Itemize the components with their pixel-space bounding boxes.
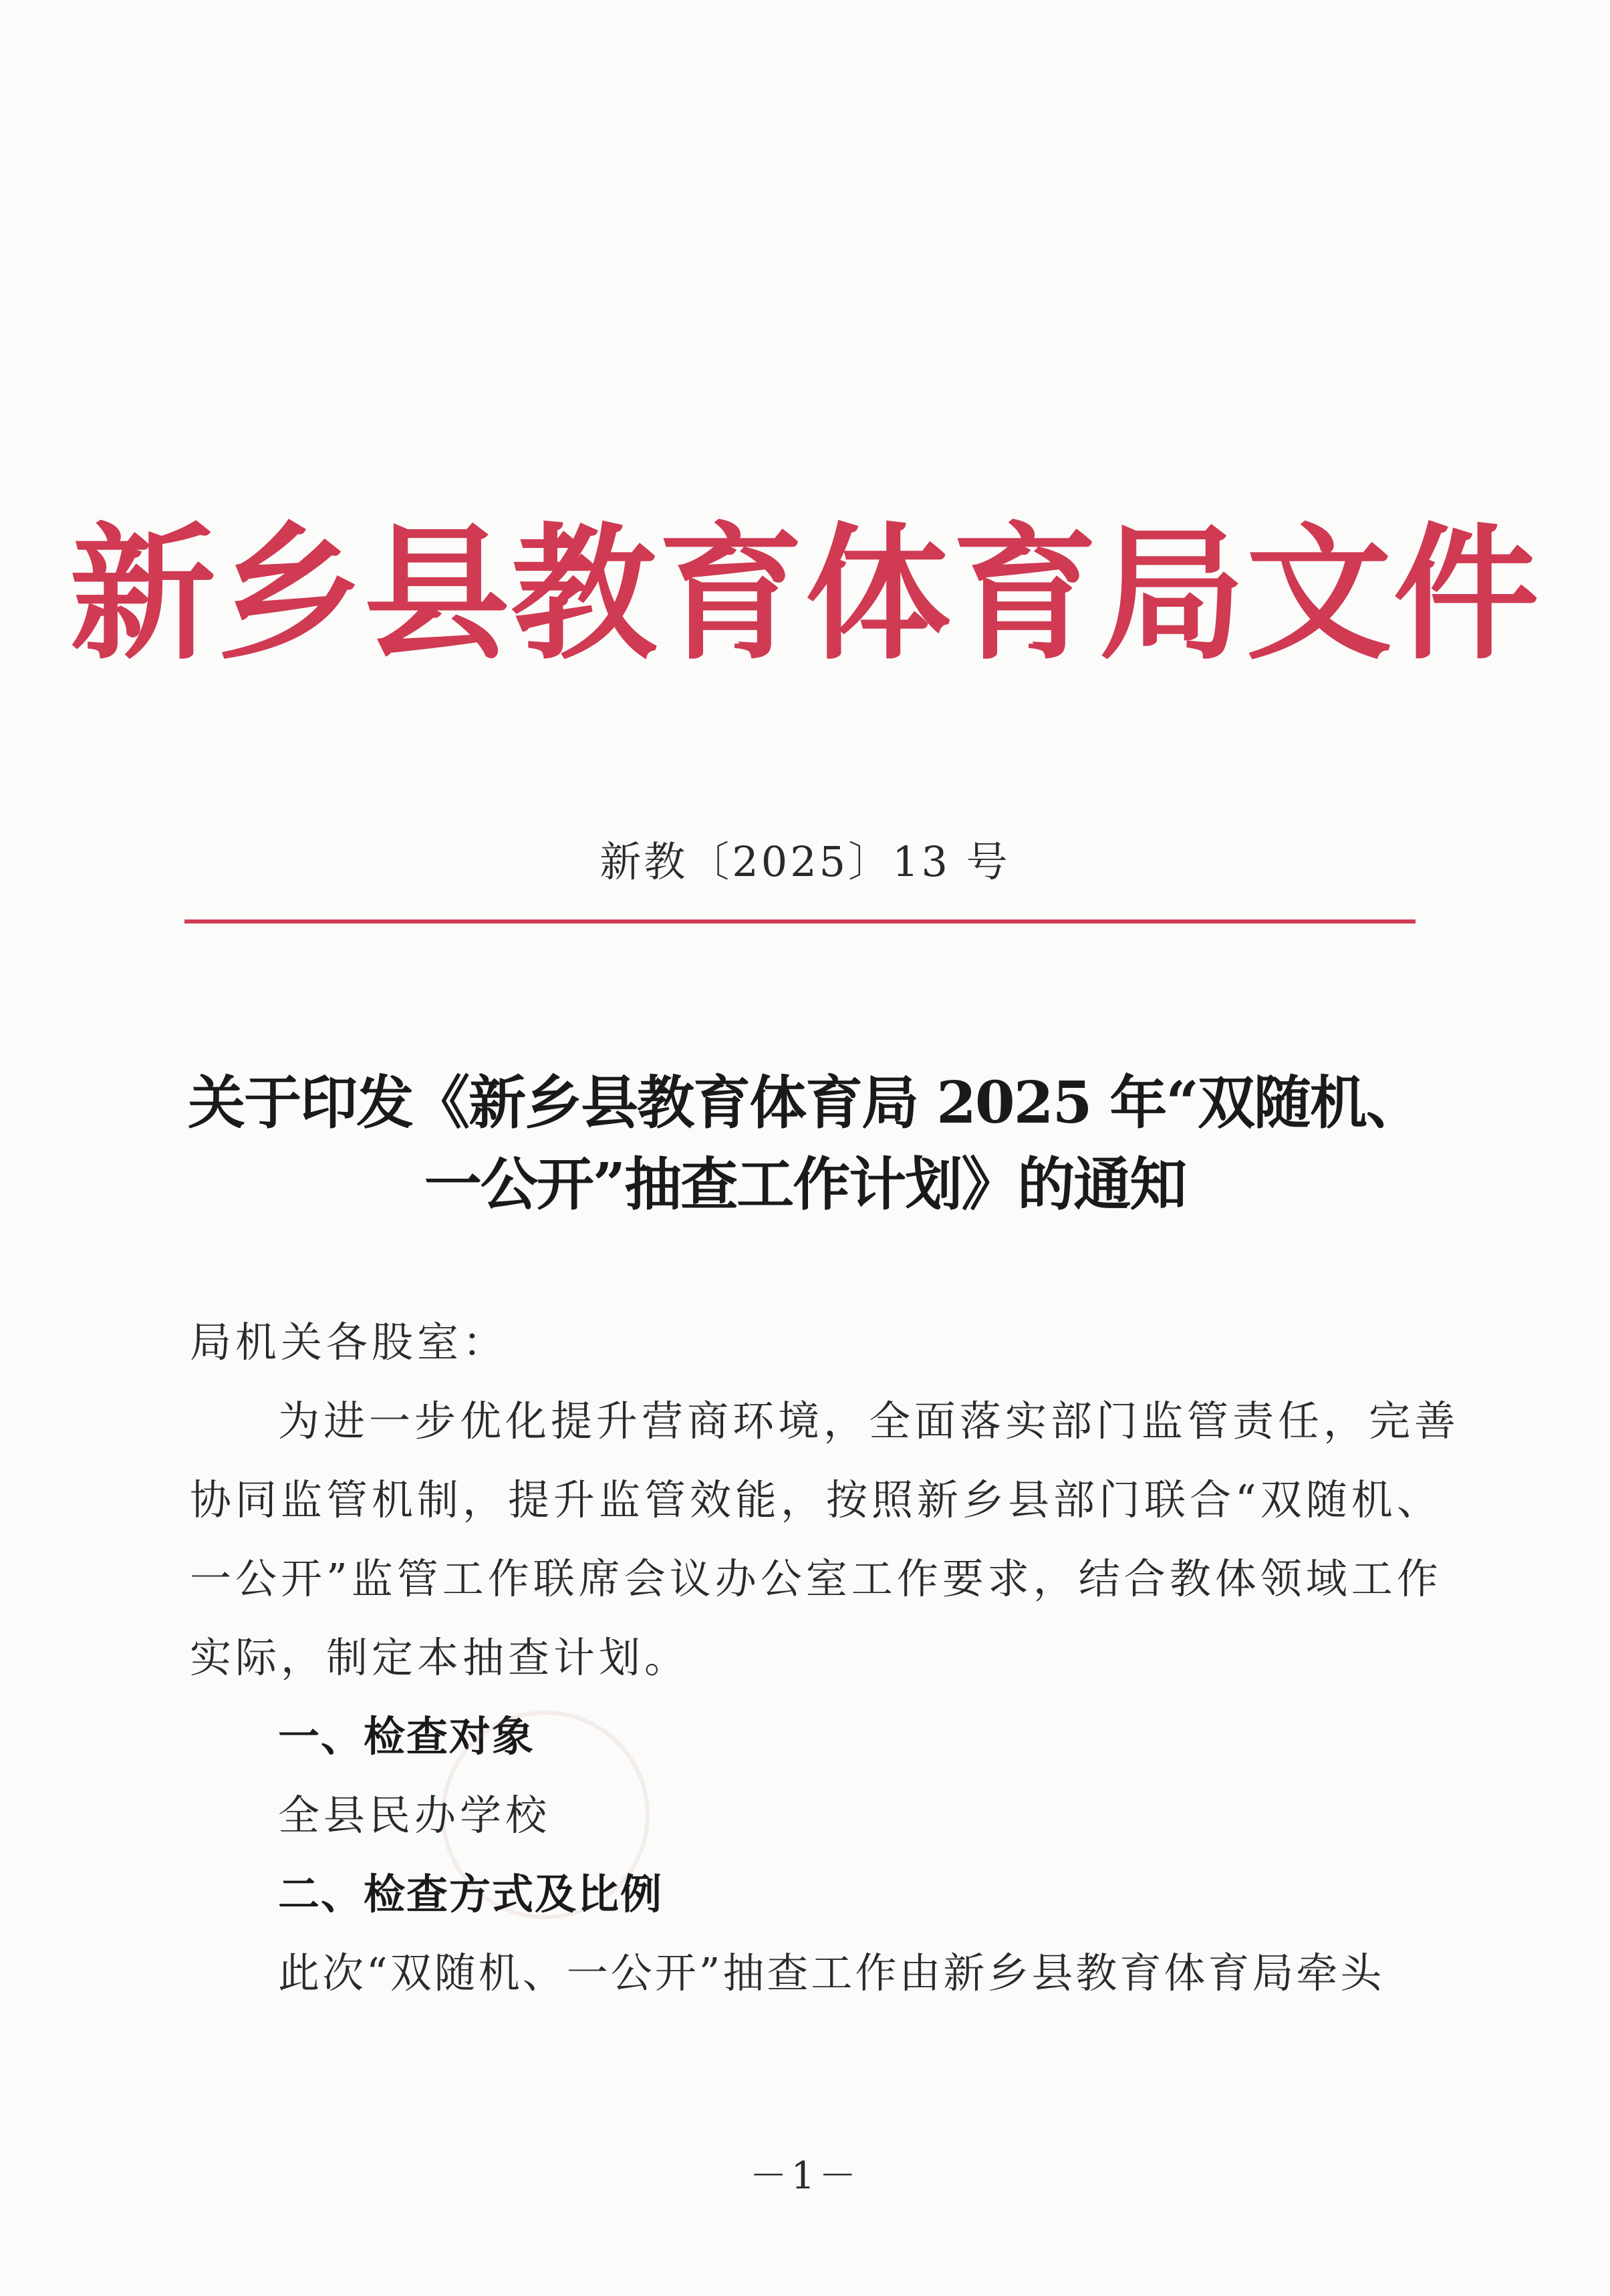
issuing-authority-header: 新乡县教育体育局文件: [70, 509, 1540, 680]
notice-title-line-2: 一公开”抽查工作计划》的通知: [424, 1151, 1186, 1218]
paragraph-1-line-3: 一公开”监管工作联席会议办公室工作要求，结合教体领域工作: [190, 1554, 1442, 1603]
section-2-text: 此次“双随机、一公开”抽查工作由新乡县教育体育局牵头: [278, 1949, 1385, 1997]
document-number: 新教〔2025〕13 号: [599, 837, 1011, 886]
paragraph-1: [190, 1382, 1460, 1697]
red-separator-line: [184, 919, 1416, 923]
section-1-text: 全县民办学校: [278, 1791, 551, 1840]
paragraph-1-line-4: 实际，制定本抽查计划。: [190, 1633, 690, 1682]
notice-title-line-1: 关于印发《新乡县教育体育局 2025 年“双随机、: [188, 1069, 1422, 1137]
salutation: 局机关各股室：: [190, 1318, 509, 1367]
paragraph-1-line-1: 为进一步优化提升营商环境，全面落实部门监管责任，完善: [278, 1397, 1460, 1445]
section-2-heading: 二、检查方式及比例: [278, 1870, 664, 1918]
notice-title: [134, 1062, 1476, 1226]
paragraph-1-line-2: 协同监管机制，提升监管效能，按照新乡县部门联合“双随机、: [190, 1475, 1442, 1524]
page-number: －1－: [749, 2154, 861, 2198]
section-1-heading: 一、检查对象: [278, 1712, 535, 1761]
